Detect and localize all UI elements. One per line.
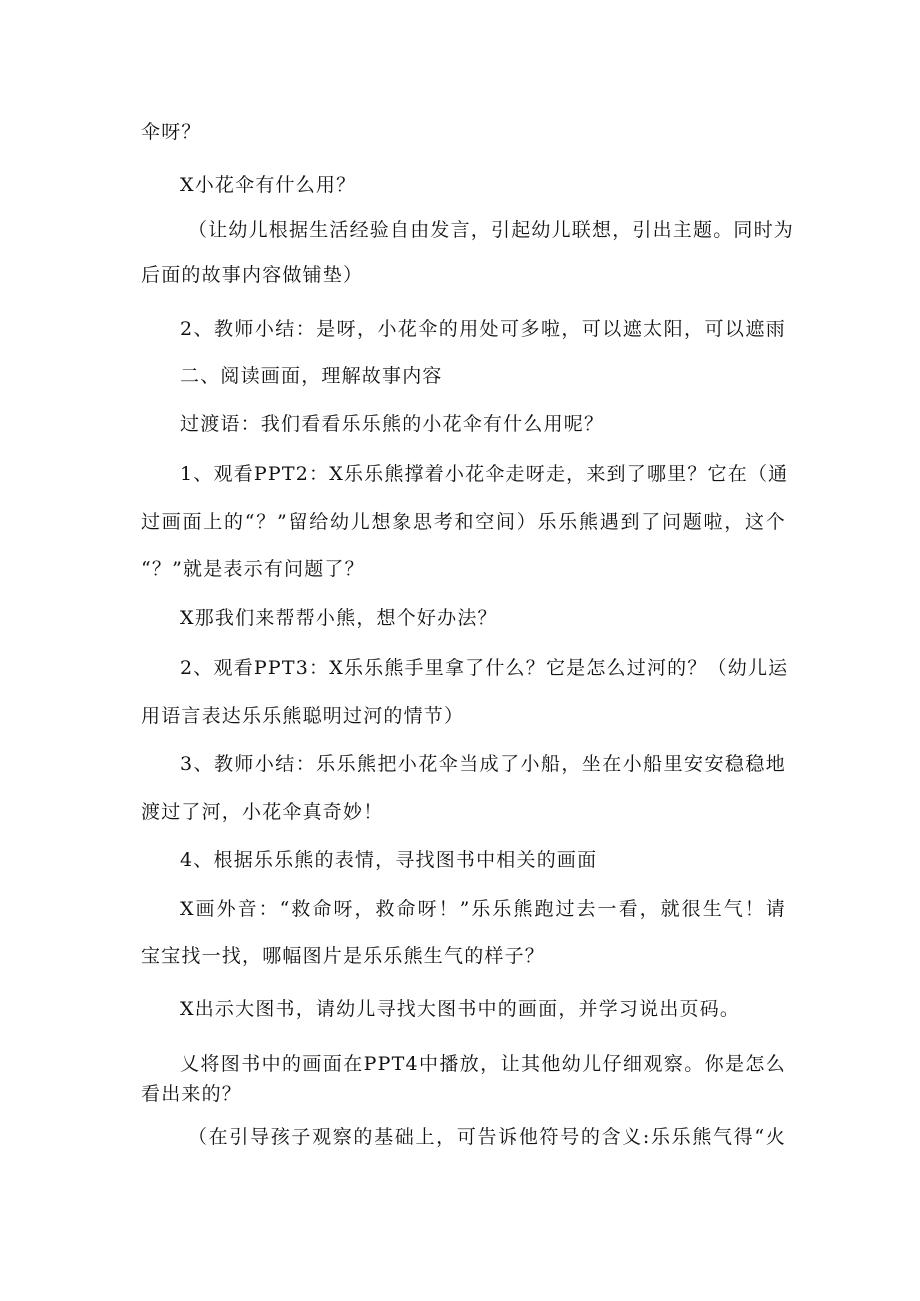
text-line: 2、观看PPT3：X乐乐熊手里拿了什么？它是怎么过河的？（幼儿运 <box>180 657 789 679</box>
text-line: 后面的故事内容做铺垫） <box>141 264 364 286</box>
text-line: “？”就是表示有问题了？ <box>141 558 365 580</box>
text-line: 过画面上的“？”留给幼儿想象思考和空间）乐乐熊遇到了问题啦，这个 <box>141 511 786 533</box>
text-line: （让幼儿根据生活经验自由发言，引起幼儿联想，引出主题。同时为 <box>188 219 795 241</box>
text-line: 乂将图书中的画面在PPT4中播放，让其他幼儿仔细观察。你是怎么 <box>180 1053 786 1075</box>
text-line: 看出来的？ <box>141 1083 243 1105</box>
text-line: 宝宝找一找，哪幅图片是乐乐熊生气的样子？ <box>141 945 546 967</box>
text-line: （在引导孩子观察的基础上，可告诉他符号的含义:乐乐熊气得“火 <box>188 1126 786 1148</box>
text-line: X画外音：“救命呀，救命呀！”乐乐熊跑过去一看，就很生气！请 <box>180 898 786 920</box>
text-line: X那我们来帮帮小熊，想个好办法？ <box>180 607 498 629</box>
text-line: X出示大图书，请幼儿寻找大图书中的画面，并学习说出页码。 <box>180 998 741 1020</box>
text-line: 2、教师小结：是呀，小花伞的用处可多啦，可以遮太阳，可以遮雨 <box>180 318 786 340</box>
section-heading: 二、阅读画面，理解故事内容 <box>180 365 443 387</box>
text-line: 用语言表达乐乐熊聪明过河的情节） <box>141 705 465 727</box>
text-line: 4、根据乐乐熊的表情，寻找图书中相关的画面 <box>180 849 598 871</box>
text-line: 伞呀？ <box>141 121 202 143</box>
text-line: 1、观看PPT2：X乐乐熊撑着小花伞走呀走，来到了哪里？它在（通 <box>180 463 789 485</box>
text-line: 过渡语：我们看看乐乐熊的小花伞有什么用呢？ <box>180 413 605 435</box>
text-line: 渡过了河，小花伞真奇妙！ <box>141 801 384 823</box>
text-line: X小花伞有什么用？ <box>180 174 357 196</box>
text-line: 3、教师小结：乐乐熊把小花伞当成了小船，坐在小船里安安稳稳地 <box>180 753 786 775</box>
